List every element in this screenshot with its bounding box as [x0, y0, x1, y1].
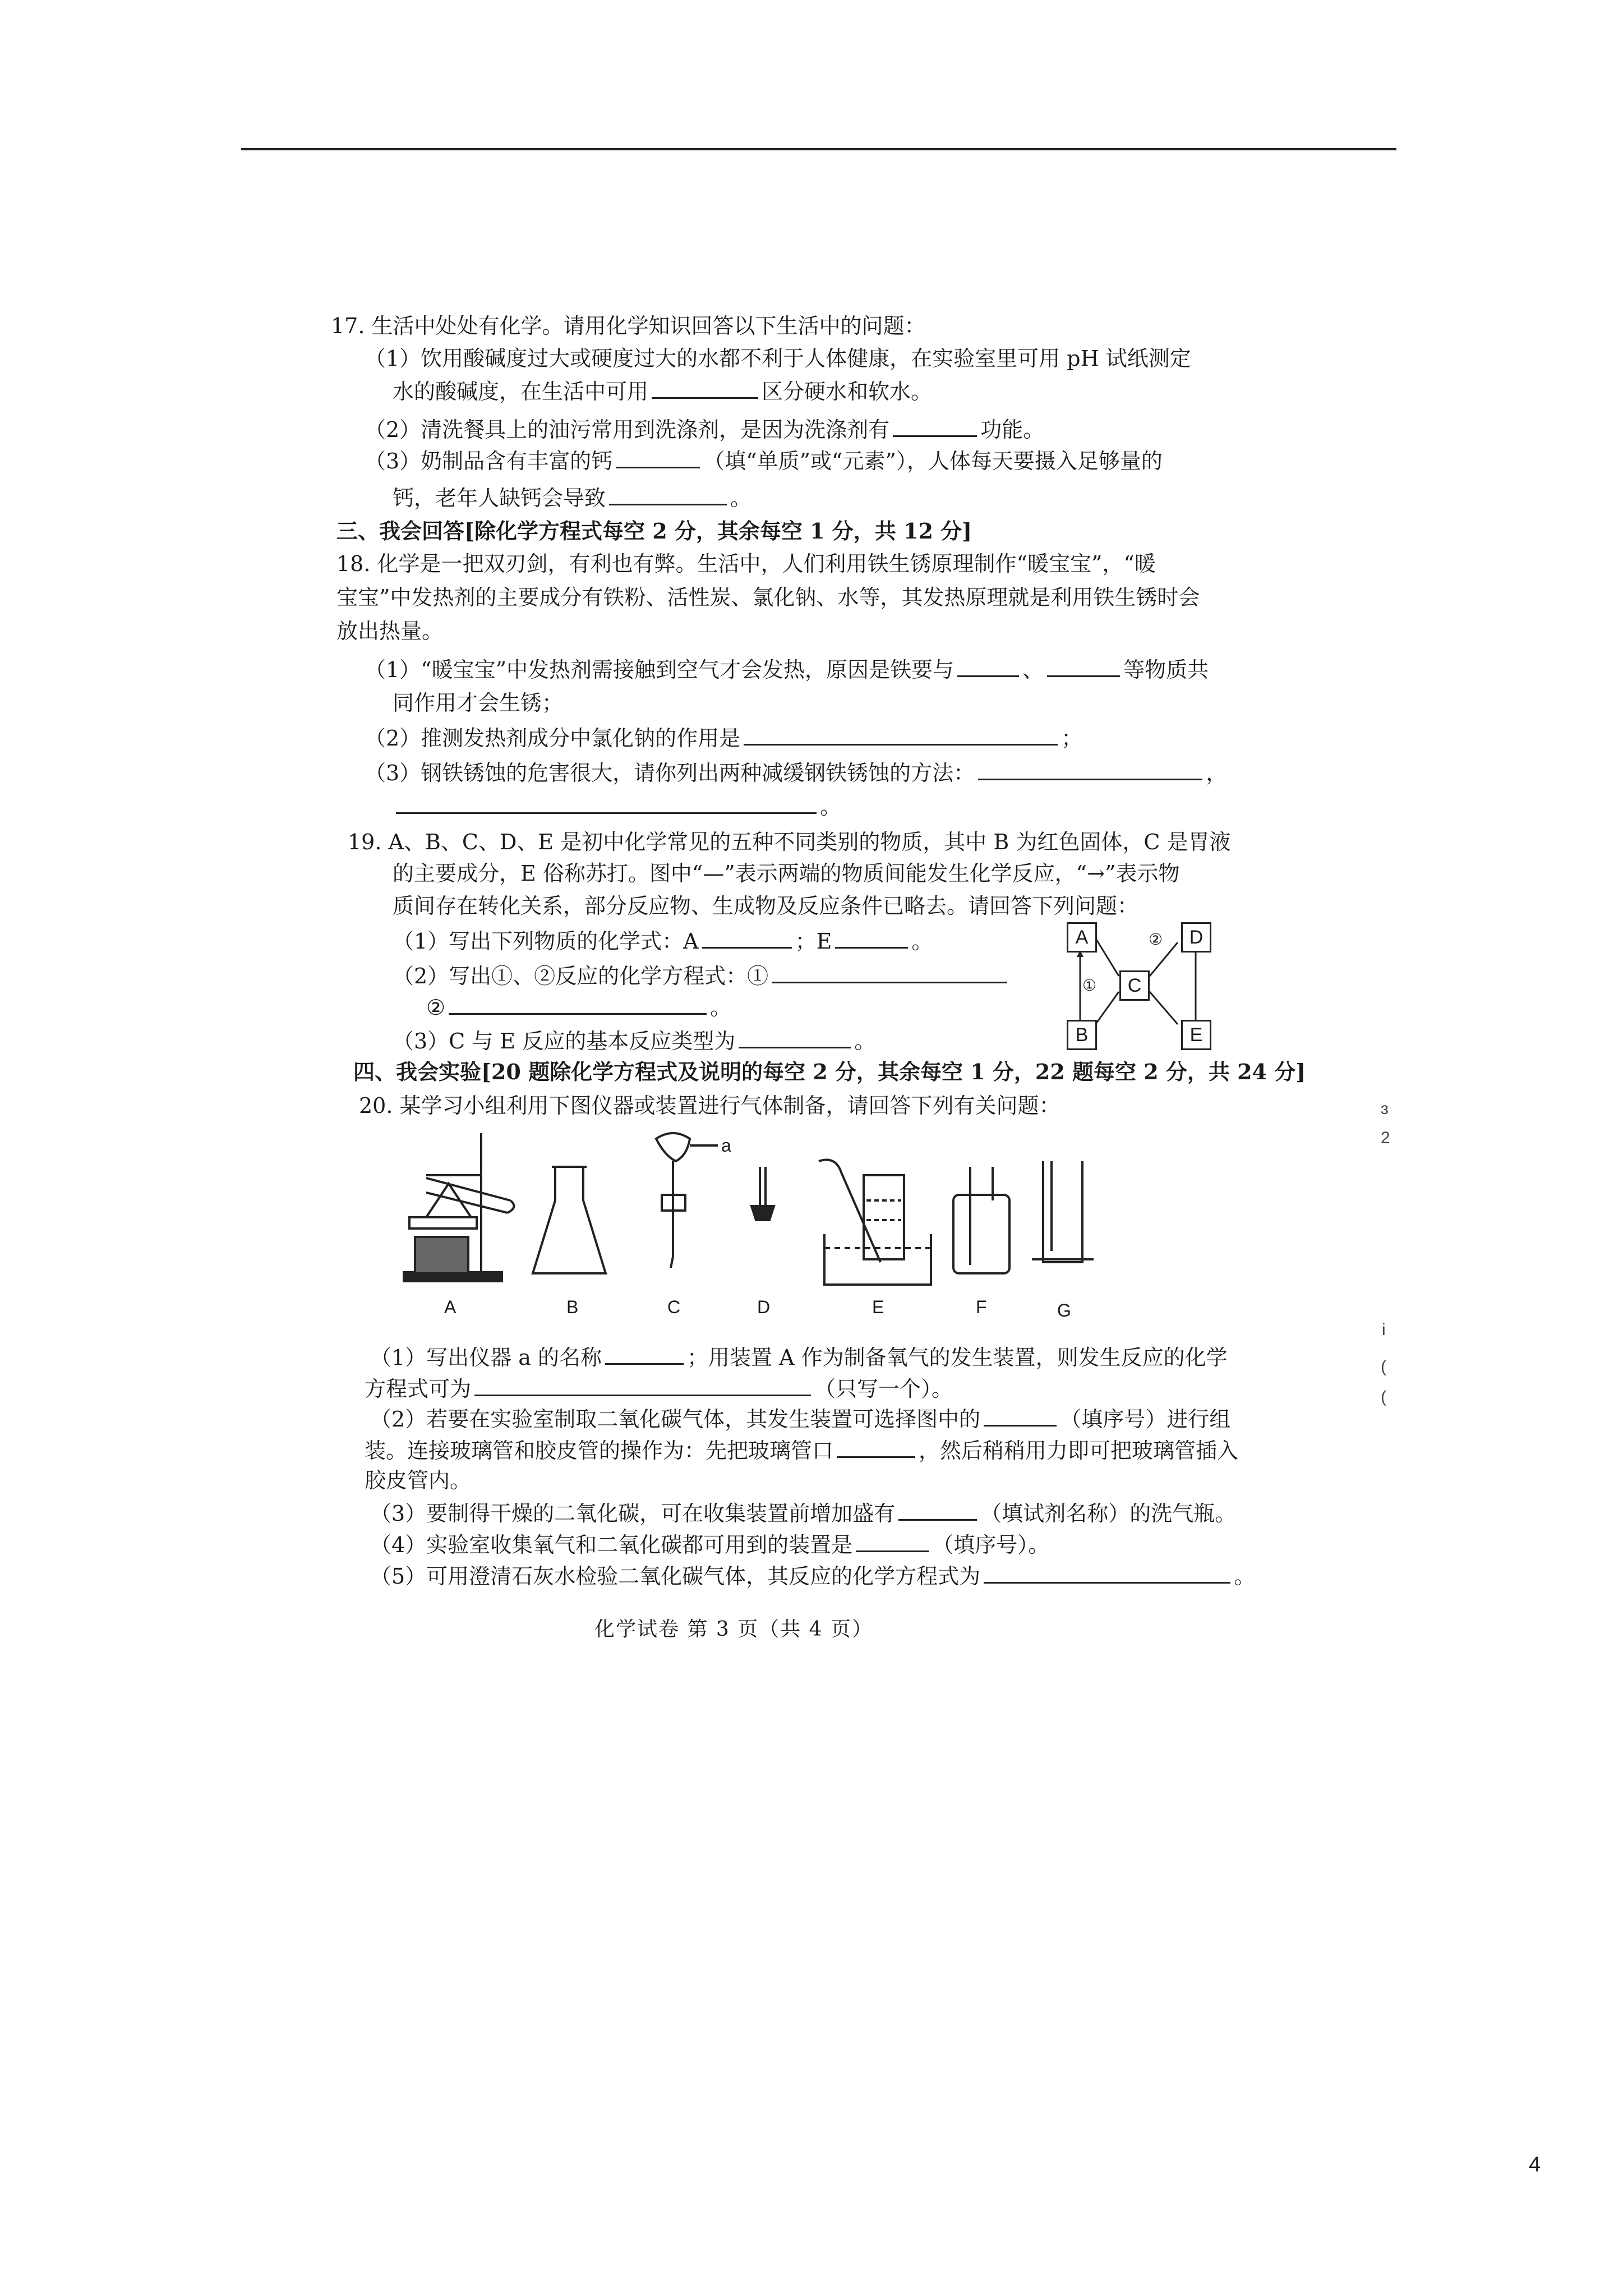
- answer-blank[interactable]: [744, 724, 1058, 746]
- answer-blank[interactable]: [474, 1374, 811, 1396]
- answer-blank[interactable]: [772, 961, 1007, 983]
- q18-part3-line1: （3）钢铁锈蚀的危害很大，请你列出两种减缓钢铁锈蚀的方法： ，: [365, 758, 1227, 787]
- answer-blank[interactable]: [609, 484, 727, 505]
- answer-blank[interactable]: [702, 927, 792, 949]
- q17-part2: （2）清洗餐具上的油污常用到洗涤剂，是因为洗涤剂有 功能。: [365, 415, 1044, 444]
- answer-blank[interactable]: [984, 1562, 1230, 1584]
- q19-relation-diagram: [1066, 920, 1211, 1049]
- answer-blank[interactable]: [605, 1343, 684, 1365]
- q20-part1-line1: （1）写出仪器 a 的名称 ；用装置 A 作为制备氧气的发生装置，则发生反应的化学: [370, 1343, 1228, 1372]
- q17-part1-line2: 水的酸碱度，在生活中可用 区分硬水和软水。: [393, 377, 932, 406]
- answer-blank[interactable]: [652, 377, 758, 399]
- answer-blank[interactable]: [893, 415, 977, 437]
- answer-blank[interactable]: [449, 993, 707, 1015]
- label-D: D: [757, 1297, 771, 1317]
- section-4-heading: 四、我会实验[20 题除化学方程式及说明的每空 2 分，其余每空 1 分，22 题每空 2 分，共 24 分]: [353, 1059, 1306, 1084]
- q20-part5: （5）可用澄清石灰水检验二氧化碳气体，其反应的化学方程式为 。: [370, 1562, 1255, 1590]
- answer-blank[interactable]: [898, 1499, 977, 1521]
- q17-part3-line2: 钙，老年人缺钙会导致 。: [393, 484, 751, 512]
- answer-blank[interactable]: [616, 447, 700, 468]
- q19-part2-line1: （2）写出①、②反应的化学方程式：①: [393, 961, 1011, 990]
- label-instrument-a: a: [721, 1135, 731, 1156]
- q17-part1-line1: （1）饮用酸碱度过大或硬度过大的水都不利于人体健康，在实验室里可用 pH 试纸测定: [365, 346, 1191, 371]
- q19-line2: 的主要成分，E 俗称苏打。图中“—”表示两端的物质间能发生化学反应，“→”表示物: [393, 861, 1180, 886]
- margin-mark: 2: [1381, 1129, 1390, 1147]
- q17-title: 17. 生活中处处有化学。请用化学知识回答以下生活中的问题：: [331, 314, 926, 338]
- q20-part4: （4）实验室收集氧气和二氧化碳都可用到的装置是 （填序号）。: [370, 1530, 1049, 1559]
- answer-blank[interactable]: [739, 1027, 851, 1048]
- answer-blank[interactable]: [396, 792, 817, 814]
- node-a: A: [1067, 922, 1097, 953]
- q20-part3: （3）要制得干燥的二氧化碳，可在收集装置前增加盛有 （填试剂名称）的洗气瓶。: [370, 1499, 1236, 1527]
- label-B: B: [566, 1297, 579, 1317]
- label-G: G: [1057, 1300, 1071, 1320]
- q19-part2-line2: ② 。: [426, 993, 731, 1022]
- answer-blank[interactable]: [837, 1436, 915, 1458]
- q18-line3: 放出热量。: [336, 619, 444, 643]
- q19-line1: 19. A、B、C、D、E 是初中化学常见的五种不同类别的物质，其中 B 为红色固体，C 是胃液: [348, 830, 1231, 854]
- q20-apparatus-figure: [393, 1122, 1122, 1324]
- label-E: E: [872, 1297, 884, 1317]
- q19-line3: 质间存在转化关系，部分反应物、生成物及反应条件已略去。请回答下列问题：: [393, 894, 1139, 918]
- answer-blank[interactable]: [1047, 655, 1120, 677]
- page-footer: 化学试卷 第 3 页（共 4 页）: [594, 1618, 874, 1641]
- answer-blank[interactable]: [957, 655, 1019, 677]
- node-c: C: [1119, 970, 1150, 1001]
- q20-title: 20. 某学习小组利用下图仪器或装置进行气体制备，请回答下列有关问题：: [359, 1093, 1061, 1118]
- q18-part1-line1: （1）“暖宝宝”中发热剂需接触到空气才会发热，原因是铁要与 、 等物质共: [365, 655, 1209, 684]
- margin-mark: ɜ: [1381, 1099, 1389, 1118]
- q18-part1-line2: 同作用才会生锈；: [393, 691, 564, 715]
- q19-part3: （3）C 与 E 反应的基本反应类型为 。: [393, 1027, 875, 1055]
- section-3-heading: 三、我会回答[除化学方程式每空 2 分，其余每空 1 分，共 12 分]: [336, 518, 972, 544]
- margin-mark: (: [1381, 1358, 1386, 1376]
- q18-part2: （2）推测发热剂成分中氯化钠的作用是 ；: [365, 724, 1082, 752]
- q20-part2-line3: 胶皮管内。: [365, 1468, 472, 1493]
- node-b: B: [1067, 1020, 1097, 1050]
- q20-part2-line2: 装。连接玻璃管和胶皮管的操作为：先把玻璃管口 ，然后稍稍用力即可把玻璃管插入: [365, 1436, 1238, 1465]
- margin-mark: i: [1382, 1320, 1386, 1339]
- q20-part1-line2: 方程式可为 （只写一个）。: [365, 1374, 953, 1403]
- q18-line1: 18. 化学是一把双刃剑，有利也有弊。生活中，人们利用铁生锈原理制作“暖宝宝”，“暖: [336, 551, 1156, 576]
- q17-part3-line1: （3）奶制品含有丰富的钙 （填“单质”或“元素”），人体每天要摄入足够量的: [365, 447, 1163, 475]
- answer-blank[interactable]: [856, 1530, 929, 1552]
- q18-line2: 宝宝”中发热剂的主要成分有铁粉、活性炭、氯化钠、水等，其发热原理就是利用铁生锈时会: [336, 585, 1200, 610]
- label-C: C: [667, 1297, 681, 1317]
- answer-blank[interactable]: [835, 927, 908, 949]
- q19-part1: （1）写出下列物质的化学式：A ；E 。: [393, 927, 933, 955]
- label-F: F: [976, 1297, 987, 1317]
- node-e: E: [1181, 1020, 1211, 1050]
- apparatus-drawings: [393, 1122, 1122, 1290]
- answer-blank[interactable]: [978, 758, 1202, 780]
- margin-mark: (: [1381, 1388, 1386, 1406]
- q20-part2-line1: （2）若要在实验室制取二氧化碳气体，其发生装置可选择图中的 （填序号）进行组: [370, 1405, 1230, 1433]
- page-number: 4: [1529, 2153, 1541, 2177]
- node-d: D: [1181, 922, 1211, 953]
- reaction-mark-2: ②: [1149, 931, 1163, 948]
- reaction-mark-1: ①: [1082, 977, 1097, 994]
- answer-blank[interactable]: [984, 1405, 1057, 1427]
- q18-part3-line2: 。: [393, 792, 841, 821]
- top-rule: [241, 148, 1396, 150]
- label-A: A: [444, 1297, 457, 1317]
